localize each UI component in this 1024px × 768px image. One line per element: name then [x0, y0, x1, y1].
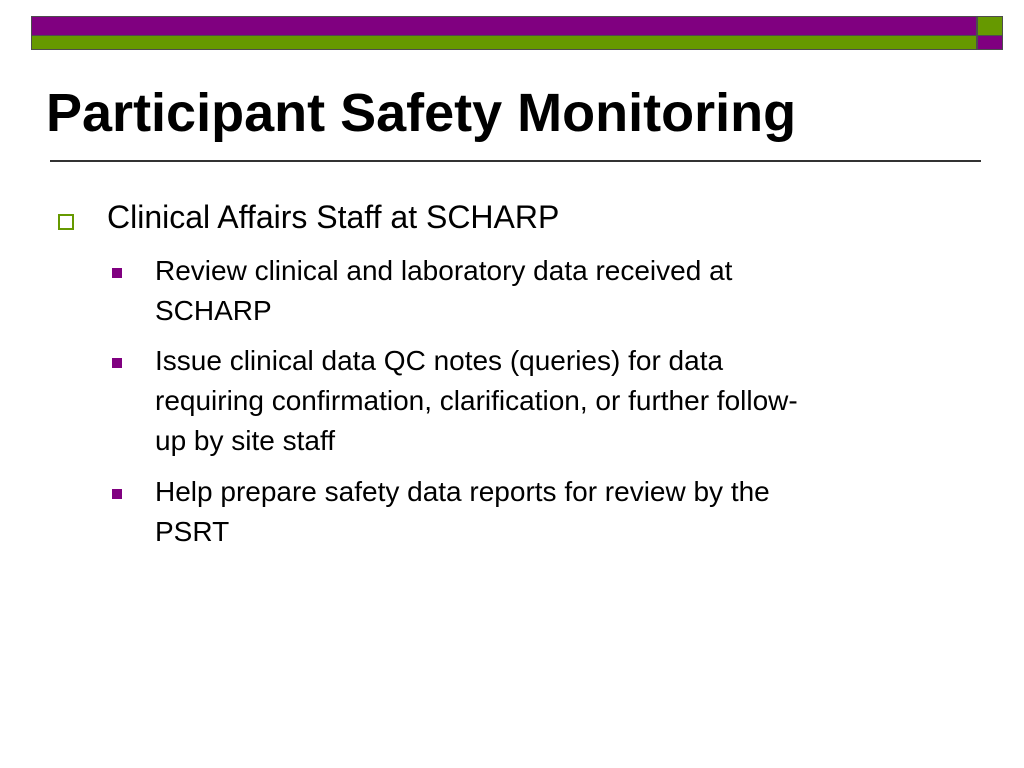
filled-square-bullet-icon — [112, 489, 122, 499]
header-square-purple — [977, 36, 1003, 50]
sub-bullet-1 — [155, 251, 955, 331]
header-bar-green — [31, 36, 977, 50]
sub-bullet-3-line-1: Help prepare safety data reports for review by the — [155, 476, 770, 507]
sub-bullet-2-line-3: up by site staff — [155, 425, 336, 456]
slide-title: Participant Safety Monitoring — [46, 83, 797, 143]
sub-bullet-3 — [155, 472, 955, 552]
sub-bullet-2 — [155, 341, 955, 461]
filled-square-bullet-icon — [112, 358, 122, 368]
sub-bullet-3-line-2: PSRT — [155, 516, 230, 547]
sub-bullet-2-line-2: requiring confirmation, clarification, or further follow- — [155, 385, 798, 416]
hollow-square-bullet-icon — [58, 214, 74, 230]
header-bar-purple — [31, 16, 977, 36]
sub-bullet-2-line-1: Issue clinical data QC notes (queries) for data — [155, 345, 724, 376]
filled-square-bullet-icon — [112, 268, 122, 278]
header-square-green — [977, 16, 1003, 36]
bullet-level1: Clinical Affairs Staff at SCHARP — [107, 199, 560, 235]
sub-bullet-1-line-1: Review clinical and laboratory data received at — [155, 255, 733, 286]
title-divider — [50, 160, 981, 162]
sub-bullet-1-line-2: SCHARP — [155, 295, 272, 326]
